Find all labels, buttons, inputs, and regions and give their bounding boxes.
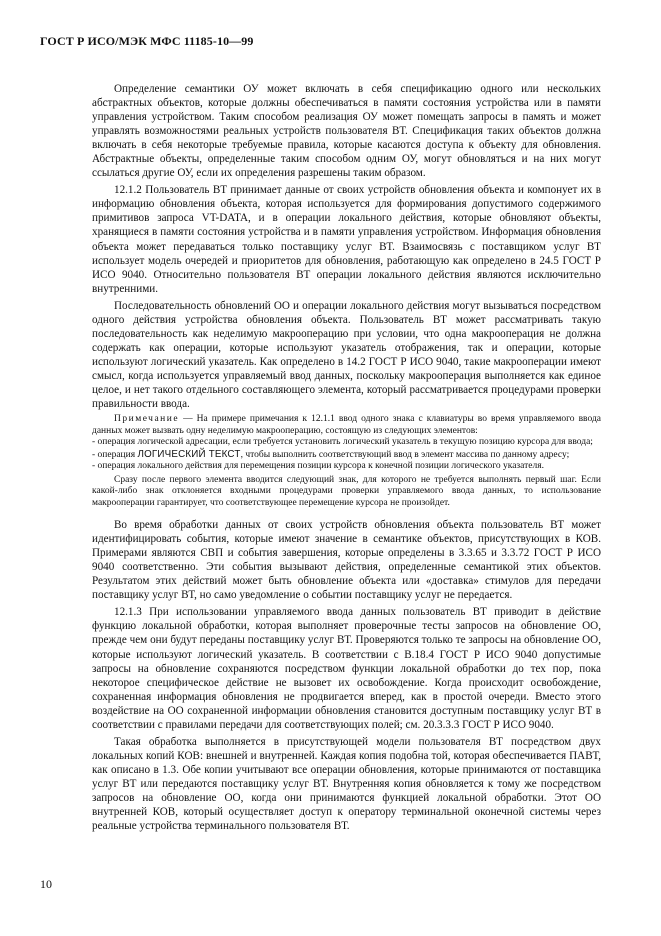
note-item-text: - операция — [92, 449, 136, 460]
note-intro — [92, 414, 601, 437]
paragraph-local-copies: Такая обработка выполняется в присутствующей модели пользователя ВТ посредством двух локальных копий КОВ: внешней и внутренней. Каждая копия подобна той, которая обеспечивается ПАВТ, как описано в 1.3. Обе копии учитывают все операции обновления, которые принимаются от поставщика услуг ВТ или передаются поставщику услуг ВТ. Внутренняя копия обновляется к тому же посредством запросов на обновление ОО, когда они принимаются функцией локальной обработки. Этот ОО внутренней КОВ, который осуществляет доступ к оператору терминальной оконечной системы через реальные устройства терминального пользователя ВТ. — [92, 735, 601, 833]
note-intro-text: — На примере примечания к 12.1.1 ввод одного знака с клавиатуры во время управляемого ввода данных может вызвать одну неделимую макрооперацию, состоящую из следующих элементов: — [92, 414, 602, 436]
paragraph-12-1-2: 12.1.2 Пользователь ВТ принимает данные от своих устройств обновления объекта и компонует их в информацию обновления объекта, которая используется для формирования допустимого содержимого примитивов запроса VT-DATA, и в операции локального действия, которые обновляют объекты, хранящиеся в памяти состояния устройства и в памяти управления устройством. Информация обновления объекта может передаваться только поставщику услуг ВТ. Взаимосвязь с поставщиком услуг ВТ использует модель очередей и приоритетов для обновления, работающую как определено в 24.5 ГОСТ Р ИСО 9040. Относительно пользователя ВТ операции локального действия являются исключительно внутренними. — [92, 184, 601, 295]
note-label: Примечание — [114, 414, 180, 425]
document-header: ГОСТ Р ИСО/МЭК МФС 11185-10—99 — [40, 34, 254, 48]
paragraph-event-processing: Во время обработки данных от своих устройств обновления объекта пользователь ВТ может идентифицировать события, которые имеют значение в семантике объектов, присутствующих в КОВ. Примерами являются СВП и события завершения, которые определены в 3.3.65 и 3.3.72 ГОСТ Р ИСО 9040 соответственно. Эти события вызывают действия, определенные семантикой этих объектов. Результатом этих действий может быть обновление объекта или «доставка» стимулов для передачи поставщику услуг ВТ, но само уведомление о событии поставщику услуг не передается. — [92, 519, 601, 602]
note-block — [92, 414, 601, 509]
note-item-text: , чтобы выполнить соответствующий ввод в элемент массива по данному адресу; — [240, 449, 570, 460]
paragraph-update-sequence: Последовательность обновлений ОО и операции локального действия могут вызываться посредством одного действия устройства обновления объекта. Пользователь ВТ может рассматривать такую последовательность как неделимую макрооперацию при условии, что одна макрооперация не должна содержать как операции, которые используют указатель отображения, так и операции, которые используют логический указатель. Как определено в 14.2 ГОСТ Р ИСО 9040, такие макрооперации имеют смысл, когда используется управляемый ввод данных, поскольку макрооперация выполняется как единое целое, и нет такого отдельного составляющего элемента, который рассматривается процедурами проверки правильности ввода. — [92, 299, 601, 411]
page-number: 10 — [40, 877, 52, 891]
document-body — [92, 82, 601, 836]
paragraph-semantics-definition: Определение семантики ОУ может включать в себя спецификацию одного или нескольких абстрактных объектов, которые должны обеспечиваться в памяти состояния устройства или в памяти управления устройством. Таким способом реализация ОУ может помещать запросы в память и может управлять возможностями реальных устройств пользователя ВТ. Спецификация таких объектов должна включать в себя некоторые требуемые правила, которые касаются доступа к объекту для обновления. Абстрактные объекты, определенные таким способом одним ОУ, могут обновляться и на них могут ссылаться другие ОУ, если их определения разрешены таким образом. — [92, 83, 601, 180]
note-list-item: - операция локального действия для перемещения позиции курсора к конечной позиции логического указателя. — [92, 461, 544, 472]
note-conclusion: Сразу после первого элемента вводится следующий знак, для которого не требуется выполнять первый шаг. Если какой-либо знак отклоняется входными процедурами проверки управляемого ввода данных, то использование макрооперации гарантирует, что соответствующее перемещение курсора не произойдет. — [92, 474, 601, 508]
logical-text-term: ЛОГИЧЕСКИЙ ТЕКСТ — [137, 448, 241, 460]
note-list-item — [92, 449, 601, 462]
paragraph-12-1-3: 12.1.3 При использовании управляемого ввода данных пользователь ВТ приводит в действие функцию локальной обработки, которая выполняет проверочные тесты запросов на обновление ОО, прежде чем они будут переданы поставщику услуг ВТ. Проверяются только те запросы на обновление ОО, которые используют логический указатель. В соответствии с В.18.4 ГОСТ Р ИСО 9040 допустимые запросы на обновление сохраняются посредством функции локальной обработки до тех пор, пока некоторое специфическое действие не вызовет их освобождение. Когда происходит освобождение, сохраненная информация обновления не продвигается вперед, как в простой очереди. Вместо этого воздействие на ОО сохраненной информации обновления становится доступным поставщику услуг ВТ в соответствии с правилами передачи для соответствующих полей; см. 20.3.3.3 ГОСТ Р ИСО 9040. — [92, 606, 601, 731]
note-list-item: - операция логической адресации, если требуется установить логический указатель в текущую позицию курсора для ввода; — [92, 437, 593, 448]
